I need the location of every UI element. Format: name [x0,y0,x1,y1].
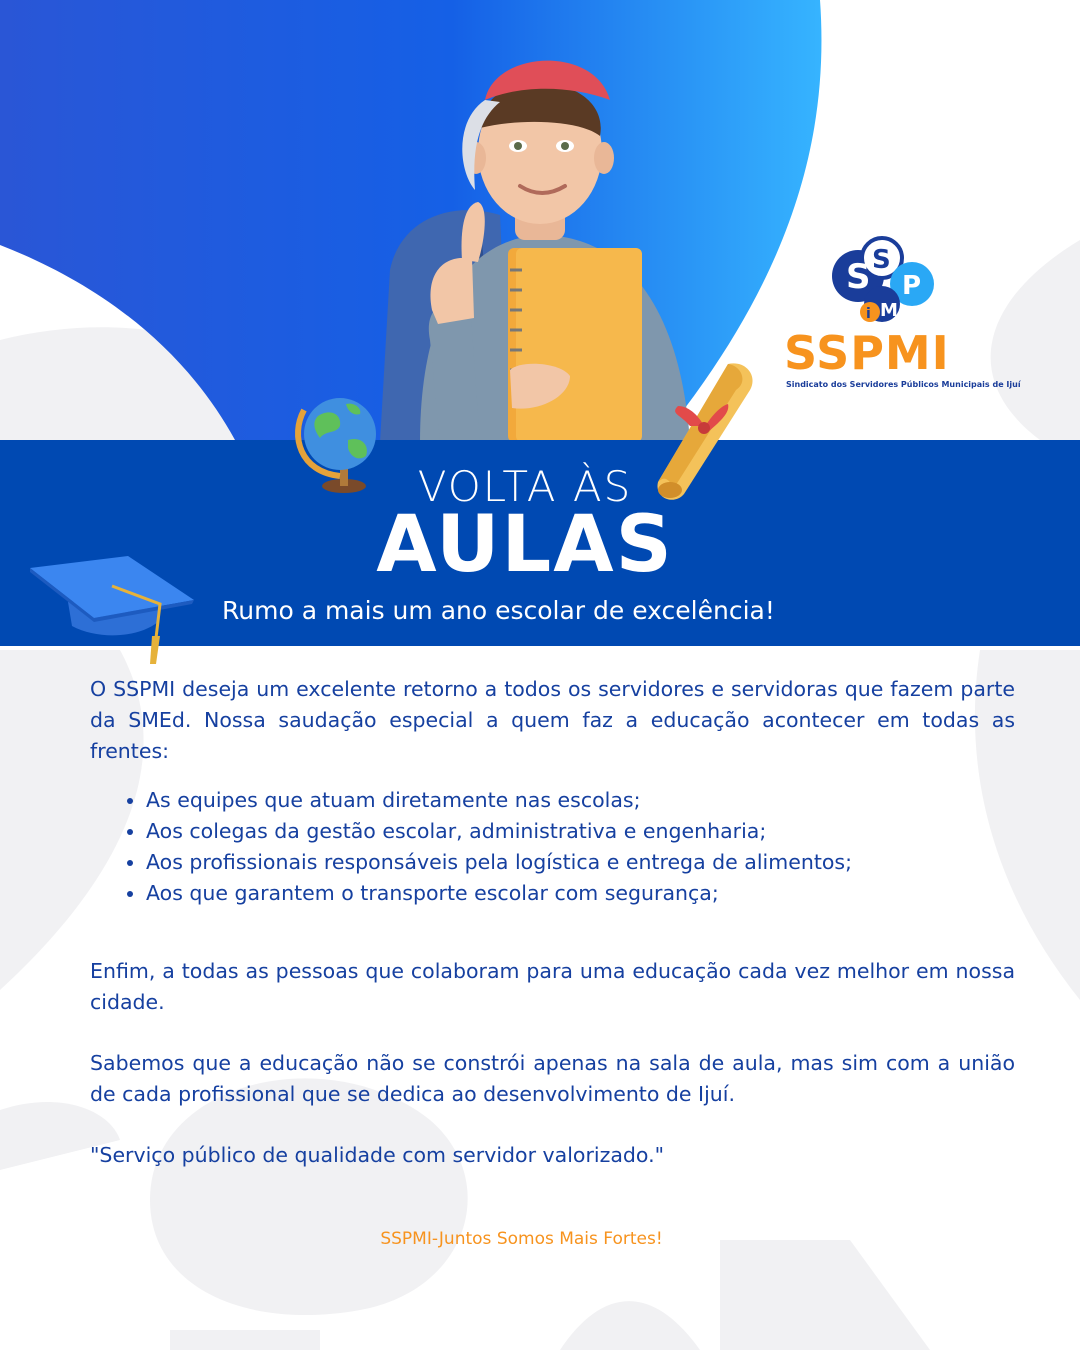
banner-pre-title: VOLTA ÀS [417,462,633,511]
intro-paragraph: O SSPMI deseja um excelente retorno a todos os servidores e servidoras que fazem parte da SMEd. Nossa saudação especial a quem faz a educação acontecer em todas as frentes: [90,677,1015,763]
quote-text: "Serviço público de qualidade com servidor valorizado." [90,1143,665,1167]
banner-title: AULAS [376,500,674,590]
teams-list [90,785,1015,909]
logo-wordmark: SSPMI [784,326,950,380]
logo-tagline: Sindicato dos Servidores Públicos Municipais de Ijuí [786,380,1021,389]
svg-text:S: S [846,257,871,297]
message-body [90,674,1015,1171]
list-item: • Aos colegas da gestão escolar, administrativa e engenharia; [146,816,1015,847]
list-item: • As equipes que atuam diretamente nas escolas; [146,785,1015,816]
svg-text:P: P [902,271,922,301]
footer-slogan: SSPMI-Juntos Somos Mais Fortes! [380,1229,663,1249]
svg-text:M: M [880,300,898,321]
list-item: • Aos profissionais responsáveis pela logística e entrega de alimentos; [146,847,1015,878]
svg-text:S: S [872,245,891,275]
svg-text:i: i [866,306,871,322]
list-item: • Aos que garantem o transporte escolar com segurança; [146,878,1015,909]
closing-paragraph: Enfim, a todas as pessoas que colaboram para uma educação cada vez melhor em nossa cidade. [90,959,1015,1014]
education-paragraph: Sabemos que a educação não se constrói apenas na sala de aula, mas sim com a união de cada profissional que se dedica ao desenvolvimento de Ijuí. [90,1051,1015,1106]
banner-subtitle: Rumo a mais um ano escolar de excelência! [222,596,775,625]
